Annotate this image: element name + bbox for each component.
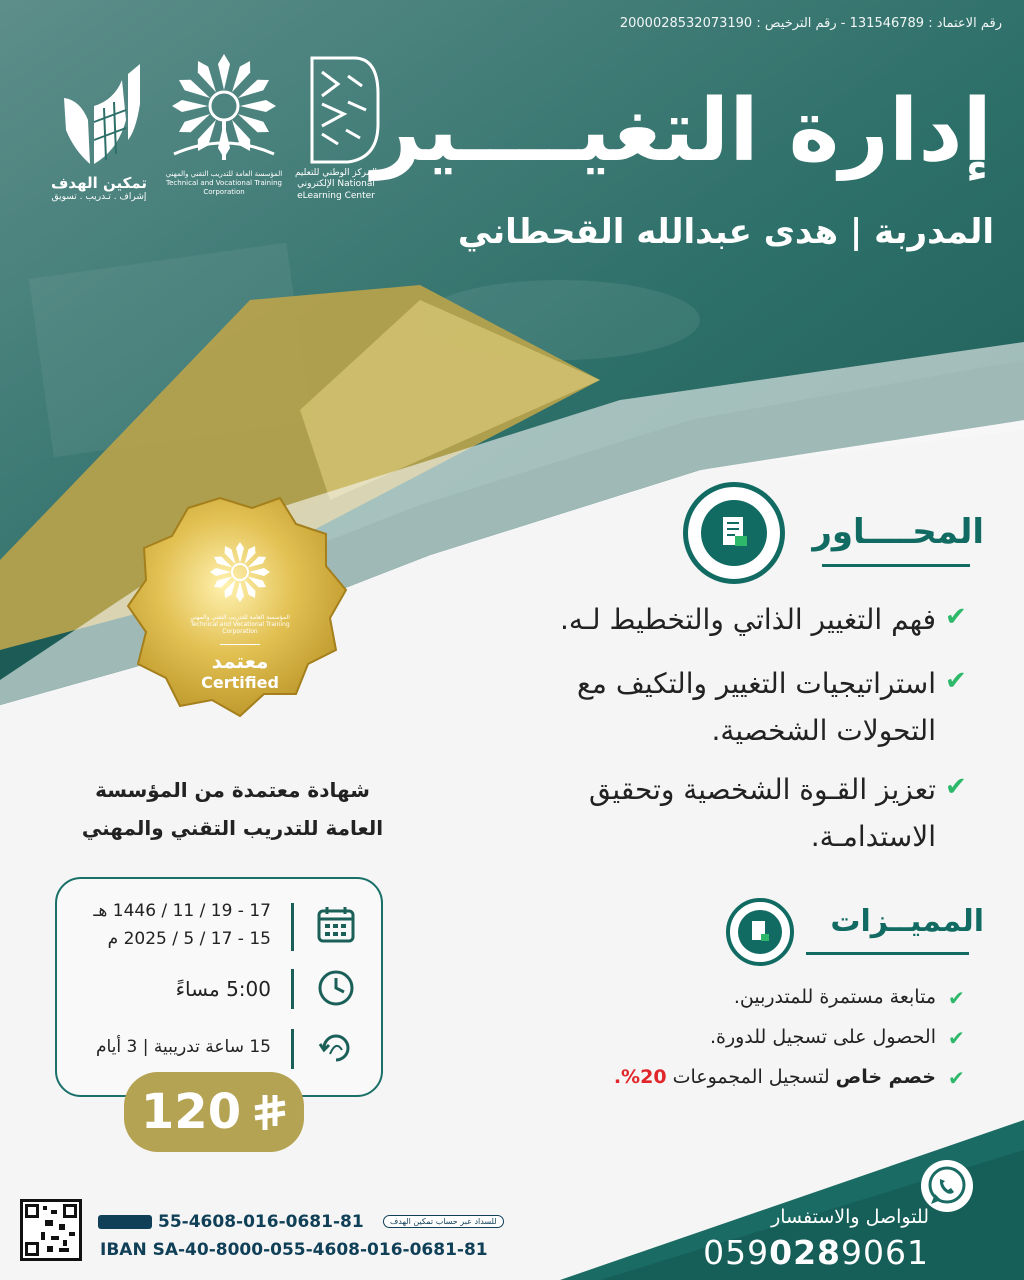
tamkeen-logo-icon [44, 60, 154, 170]
nelc-logo-icon [288, 54, 384, 164]
seal-label-ar: معتمد [211, 648, 269, 673]
check-icon: ✔ [945, 602, 967, 632]
price-amount: 120 [140, 1084, 242, 1140]
date-gregorian: 15 - 17 / 5 / 2025 م [107, 929, 271, 949]
document-icon [738, 910, 782, 954]
document-icon [701, 500, 767, 566]
divider [291, 903, 294, 951]
discount-rest: لتسجيل المجموعات [672, 1066, 830, 1088]
check-icon: ✔ [945, 772, 967, 802]
nelc-caption: المركز الوطني للتعليم الإلكتروني National eLearning Center [294, 168, 378, 201]
tamkeen-name: تمكين الهدف [50, 174, 148, 192]
iban: IBAN SA-40-8000-055-4608-016-0681-81 [100, 1240, 488, 1260]
duration-icon [316, 1028, 356, 1068]
phone-start: 059 [703, 1233, 770, 1272]
axis-item: استراتيجيات التغيير والتكيف مع التحولات الشخصية. [577, 667, 936, 747]
feature-item-discount [516, 1066, 936, 1088]
riyal-icon [253, 1092, 287, 1132]
axes-badge [683, 482, 785, 584]
details-box [55, 877, 383, 1097]
date-hijri: 17 - 19 / 11 / 1446 هـ [93, 901, 271, 921]
check-icon: ✔ [948, 1066, 965, 1090]
tvtc-seal-icon [205, 540, 275, 610]
certified-seal [160, 540, 320, 692]
check-icon: ✔ [945, 666, 967, 696]
divider [291, 969, 294, 1009]
price-pill [124, 1072, 304, 1152]
feature-item: متابعة مستمرة للمتدربين. [733, 986, 936, 1008]
features-badge [726, 898, 794, 966]
calendar-icon [316, 905, 356, 945]
discount-bold: خصم خاص [835, 1066, 936, 1088]
bank-account: 55-4608-016-0681-81 [158, 1212, 364, 1232]
certificate-text-line2: العامة للتدريب التقني والمهني [81, 816, 384, 840]
nelc-logo [288, 54, 384, 202]
accreditation-line: رقم الاعتماد : 131546789 - رقم الترخيص : 2000028532073190 [619, 16, 1002, 31]
axis-item: تعزيز القـوة الشخصية وتحقيق الاستدامـة. [589, 773, 936, 853]
axes-title: المحــــاور [812, 512, 984, 552]
features-title: المميــزات [830, 904, 984, 939]
seal-caption: المؤسسة العامة للتدريب التقني والمهني Technical and Vocational Training Corporation [190, 614, 290, 636]
axes-underline [822, 564, 970, 567]
divider [291, 1029, 294, 1069]
time: 5:00 مساءً [175, 977, 271, 1001]
features-underline [806, 952, 969, 955]
payment-note: للسداد عبر حساب تمكين الهدف [383, 1215, 504, 1228]
phone-number[interactable] [703, 1233, 929, 1272]
check-icon: ✔ [948, 986, 965, 1010]
duration: 15 ساعة تدريبية | 3 أيام [95, 1037, 271, 1057]
tvtc-caption: المؤسسة العامة للتدريب التقني والمهني Technical and Vocational Training Corporation [165, 170, 283, 196]
axis-item: فهم التغيير الذاتي والتخطيط لـه. [559, 603, 936, 636]
phone-end: 9061 [841, 1233, 929, 1272]
qr-code[interactable] [20, 1199, 82, 1261]
tvtc-logo-icon [164, 54, 284, 166]
check-icon: ✔ [948, 1026, 965, 1050]
certificate-text-line1: شهادة معتمدة من المؤسسة [95, 778, 370, 802]
tamkeen-tagline: إشراف . تـدريب . تسويق [51, 192, 147, 202]
phone-bold: 028 [769, 1233, 842, 1272]
contact-label: للتواصل والاستفسار [771, 1206, 929, 1228]
feature-item: الحصول على تسجيل للدورة. [709, 1026, 936, 1048]
clock-icon [316, 968, 356, 1008]
tamkeen-logo [44, 60, 154, 203]
trainer-name: المدربة | هدى عبدالله القحطاني [457, 212, 994, 252]
discount-percent: 20%. [613, 1066, 667, 1088]
bank-logo-icon [98, 1215, 152, 1229]
page-title: إدارة التغيــــير [371, 81, 992, 181]
whatsapp-icon[interactable] [921, 1160, 973, 1212]
tvtc-logo [164, 54, 284, 196]
seal-label-en: Certified [201, 672, 279, 692]
